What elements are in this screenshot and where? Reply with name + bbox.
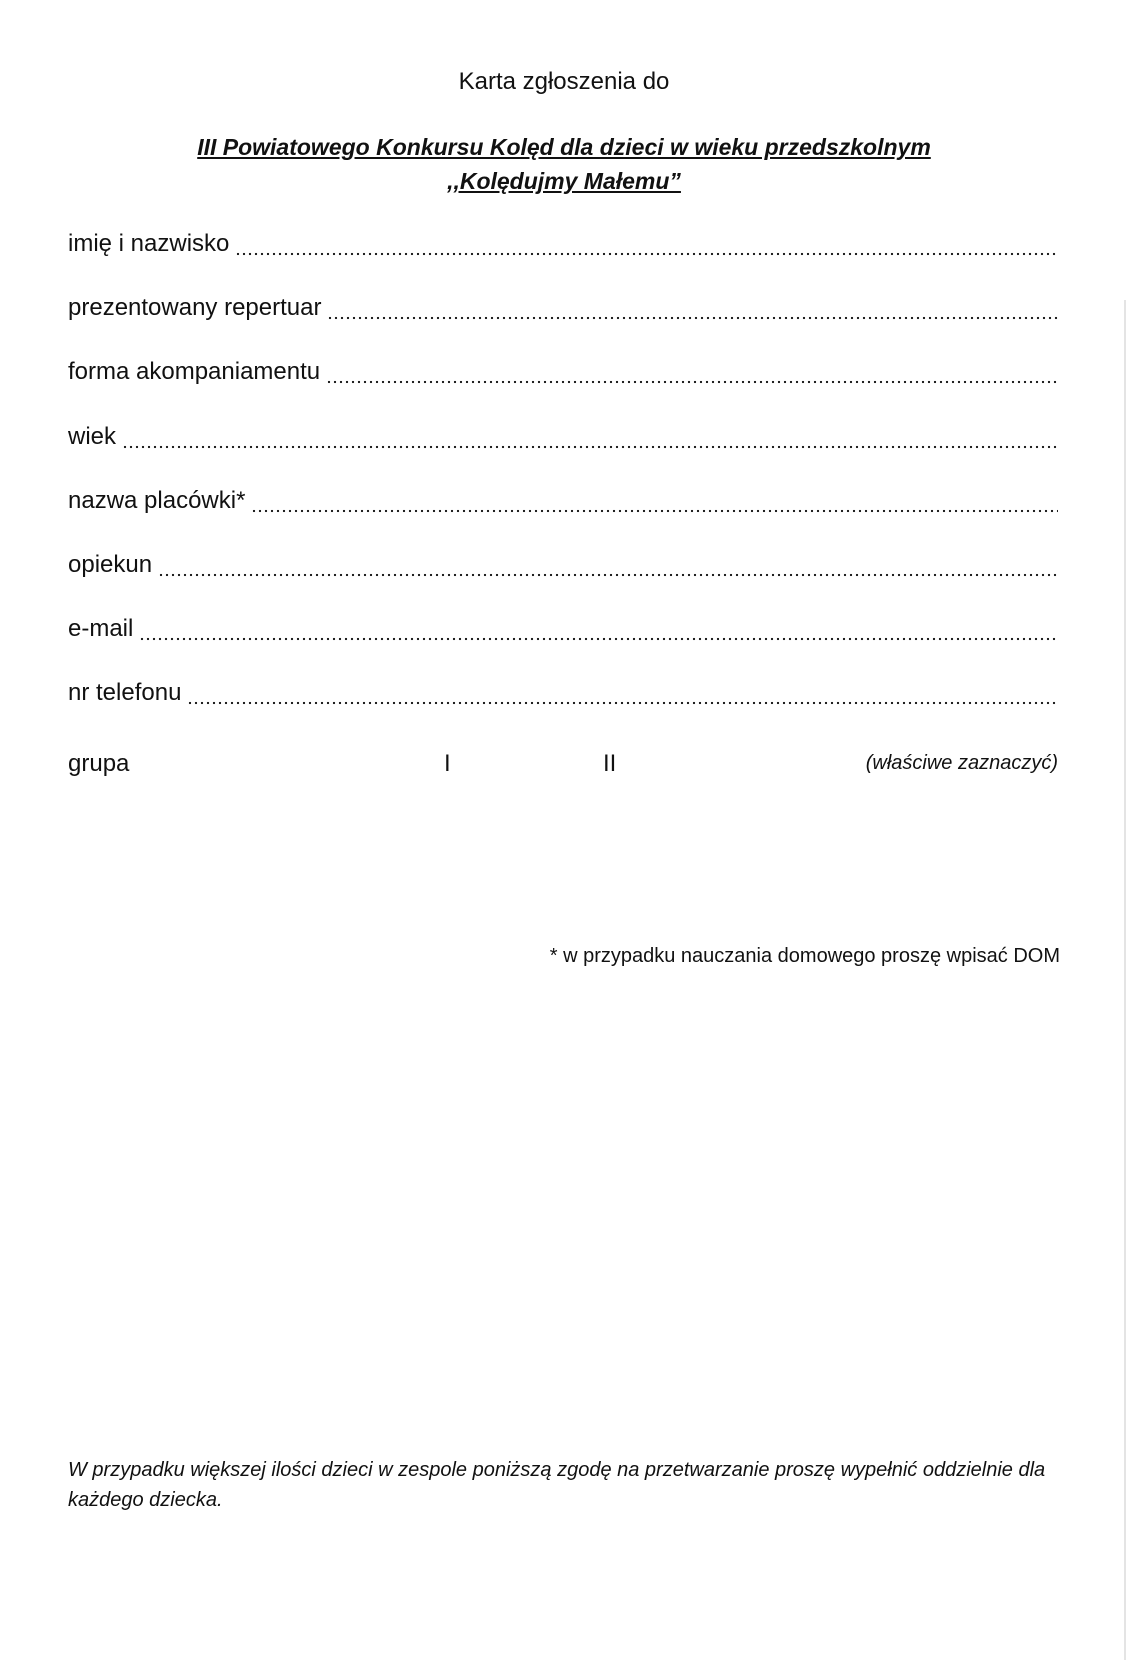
fill-in-line[interactable] xyxy=(122,421,1058,449)
field-repertoire[interactable] xyxy=(68,288,1058,322)
field-name[interactable] xyxy=(68,224,1058,258)
fill-in-line[interactable] xyxy=(251,485,1058,513)
group-option-2[interactable]: II xyxy=(603,750,617,777)
fill-in-line[interactable] xyxy=(139,613,1058,641)
field-institution[interactable] xyxy=(68,481,1058,515)
field-age[interactable] xyxy=(68,417,1058,451)
field-label: nr telefonu xyxy=(68,679,182,706)
field-accompaniment[interactable] xyxy=(68,352,1058,386)
fill-in-line[interactable] xyxy=(235,228,1058,256)
fill-in-line[interactable] xyxy=(187,677,1058,705)
contest-title: III Powiatowego Konkursu Kolęd dla dzieci w wieku przedszkolnym xyxy=(197,134,931,160)
fill-in-line[interactable] xyxy=(158,549,1058,577)
field-guardian[interactable] xyxy=(68,545,1058,579)
field-phone[interactable] xyxy=(68,673,1058,707)
footnote: * w przypadku nauczania domowego proszę wpisać DOM xyxy=(549,945,1060,967)
field-label: wiek xyxy=(68,423,117,450)
contest-subtitle: ,,Kolędujmy Małemu” xyxy=(447,168,681,194)
field-label: e-mail xyxy=(68,615,134,642)
field-label: imię i nazwisko xyxy=(68,230,230,257)
consent-note: W przypadku większej ilości dzieci w zespole poniższą zgodę na przetwarzanie proszę wypełnić oddzielnie dla każdego dziecka. xyxy=(68,1459,1046,1511)
group-selection xyxy=(68,750,1058,784)
field-label: opiekun xyxy=(68,551,153,578)
group-label: grupa xyxy=(68,750,130,777)
group-option-1[interactable]: I xyxy=(444,750,451,777)
fill-in-line[interactable] xyxy=(327,292,1058,320)
field-label: prezentowany repertuar xyxy=(68,294,322,321)
field-label: nazwa placówki* xyxy=(68,487,246,514)
field-email[interactable] xyxy=(68,609,1058,643)
page-edge-shadow xyxy=(1124,300,1126,1660)
form-heading: Karta zgłoszenia do xyxy=(458,68,670,95)
field-label: forma akompaniamentu xyxy=(68,358,321,385)
fill-in-line[interactable] xyxy=(326,356,1058,384)
group-hint: (właściwe zaznaczyć) xyxy=(865,752,1058,774)
